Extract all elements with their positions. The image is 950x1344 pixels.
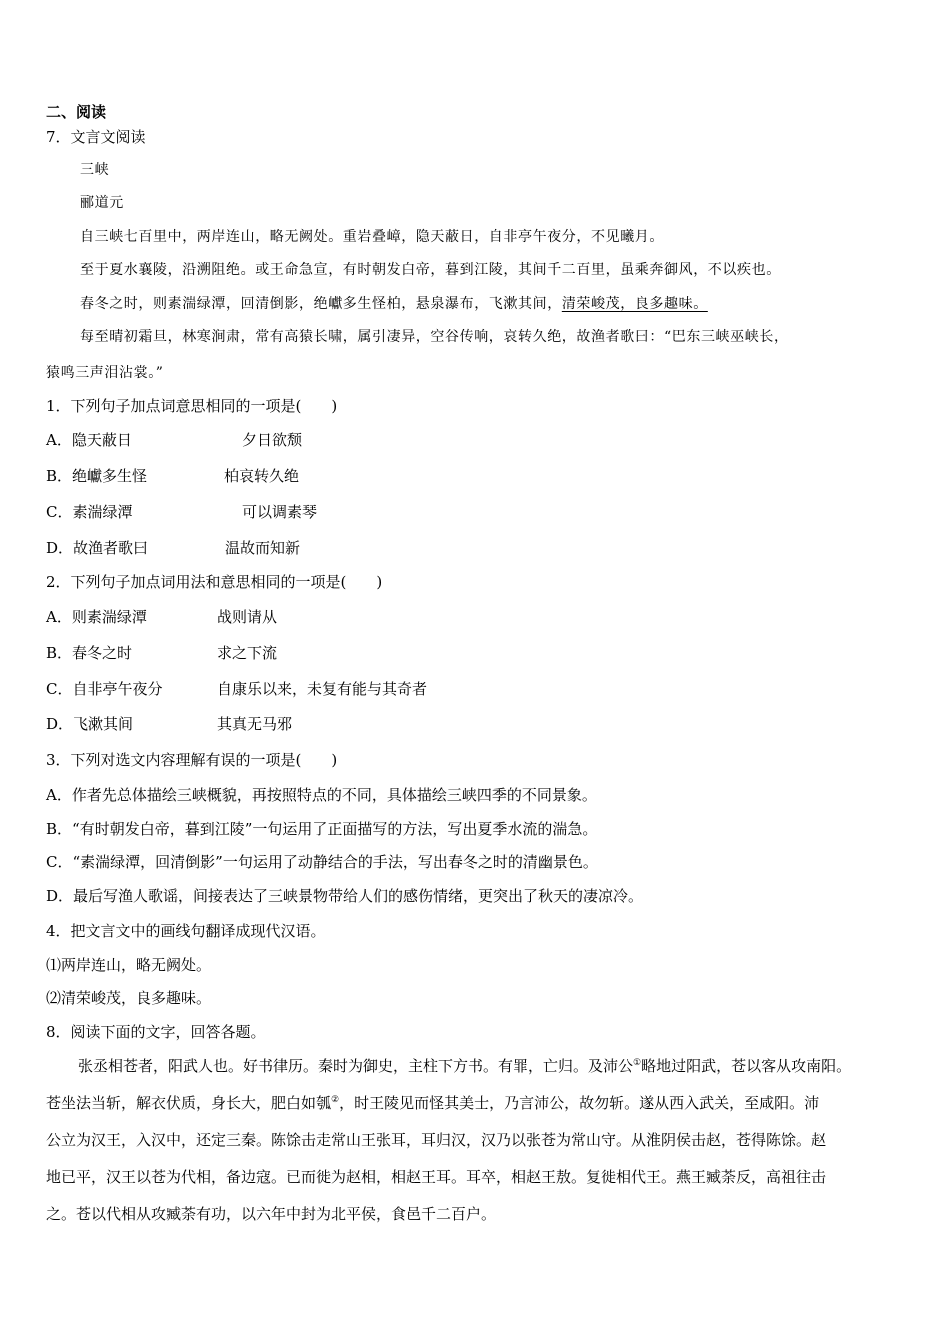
underlined-sentence: 清荣峻茂，良多趣味。 [561, 296, 708, 312]
sub1-option-d: D．故渔者歌曰 [46, 539, 149, 557]
sub1-option-c: C．素湍绿潭 [46, 503, 133, 521]
q8-text-line-5: 之。苍以代相从攻臧荼有功，以六年中封为北平侯，食邑千二百户。 [46, 1205, 497, 1223]
q8-text: 张丞相苍者，阳武人也。好书律历。秦时为御史，主柱下方书。有罪，亡归。及沛公 [78, 1057, 634, 1075]
sub4-item-1: ⑴两岸连山，略无阙处。 [46, 956, 212, 974]
sub-question-2-stem: 2．下列句子加点词用法和意思相同的一项是( ) [46, 573, 383, 591]
sub1-option-a-compare: 夕日欲颓 [242, 431, 303, 449]
sub2-option-a: A．则素湍绿潭 [46, 608, 147, 626]
q8-text-line-3: 公立为汉王，入汉中，还定三秦。陈馀击走常山王张耳，耳归汉，汉乃以张苍为常山守。从淮阴侯击赵，苍得陈馀。赵 [46, 1131, 827, 1149]
sub1-option-a: A．隐天蔽日 [46, 431, 132, 449]
passage-author: 郦道元 [80, 195, 124, 211]
sub3-option-d: D．最后写渔人歌谣，间接表达了三峡景物带给人们的感伤情绪，更突出了秋天的凄凉冷。 [46, 887, 644, 905]
q8-text: ，时王陵见而怪其美士，乃言沛公，故勿斩。遂从西入武关，至咸阳。沛 [339, 1094, 820, 1112]
footnote-marker-2: ② [331, 1095, 340, 1105]
sub1-option-c-compare: 可以调素琴 [242, 503, 318, 521]
question-8-title: 8．阅读下面的文字，回答各题。 [46, 1023, 266, 1041]
passage-paragraph-4-line-1: 每至晴初霜旦，林寒涧肃，常有高猿长啸，属引凄异，空谷传响，哀转久绝，故渔者歌曰：“巴东三峡巫峡长， [80, 329, 789, 345]
passage-title: 三峡 [80, 162, 110, 178]
sub3-option-b: B．“有时朝发白帝，暮到江陵”一句运用了正面描写的方法，写出夏季水流的湍急。 [46, 820, 598, 838]
sub2-option-d-compare: 其真无马邪 [217, 715, 293, 733]
q8-text-line-4: 地已平，汉王以苍为代相，备边寇。已而徙为赵相，相赵王耳。耳卒，相赵王敖。复徙相代王。燕王臧荼反，高祖往击 [46, 1168, 827, 1186]
passage-paragraph-4-line-2: 猿鸣三声泪沾裳。” [46, 365, 164, 381]
sub1-option-d-compare: 温故而知新 [225, 539, 301, 557]
question-7-title: 7．文言文阅读 [46, 128, 146, 146]
sub2-option-c-compare: 自康乐以来，未复有能与其奇者 [217, 680, 428, 698]
passage-paragraph-1: 自三峡七百里中，两岸连山，略无阙处。重岩叠嶂，隐天蔽日，自非亭午夜分，不见曦月。 [80, 229, 664, 245]
sub2-option-d: D．飞漱其间 [46, 715, 134, 733]
sub-question-1-stem: 1．下列句子加点词意思相同的一项是( ) [46, 397, 338, 415]
q8-text: 略地过阳武，苍以客从攻南阳。 [641, 1057, 852, 1075]
paragraph-3-text: 春冬之时，则素湍绿潭，回清倒影，绝巘多生怪柏，悬泉瀑布，飞漱其间， [80, 296, 562, 312]
section-heading: 二、阅读 [46, 103, 107, 121]
q8-text-line-1 [78, 1056, 851, 1076]
sub3-option-c: C．“素湍绿潭，回清倒影”一句运用了动静结合的手法，写出春冬之时的清幽景色。 [46, 853, 598, 871]
footnote-marker-1: ① [633, 1058, 642, 1068]
sub3-option-a: A．作者先总体描绘三峡概貌，再按照特点的不同，具体描绘三峡四季的不同景象。 [46, 786, 597, 804]
passage-paragraph-3 [80, 294, 708, 314]
q8-text-line-2 [46, 1093, 819, 1113]
sub-question-3-stem: 3．下列对选文内容理解有误的一项是( ) [46, 751, 338, 769]
sub2-option-b-compare: 求之下流 [217, 644, 278, 662]
sub-question-4-stem: 4．把文言文中的画线句翻译成现代汉语。 [46, 922, 326, 940]
q8-text: 苍坐法当斩，解衣伏质，身长大，肥白如瓠 [46, 1094, 332, 1112]
passage-paragraph-2: 至于夏水襄陵，沿溯阻绝。或王命急宣，有时朝发白帝，暮到江陵，其间千二百里，虽乘奔御风，不以疾也。 [80, 262, 781, 278]
sub1-option-b: B．绝巘多生怪 [46, 467, 148, 485]
sub1-option-b-compare: 柏哀转久绝 [224, 467, 300, 485]
sub2-option-b: B．春冬之时 [46, 644, 133, 662]
sub2-option-c: C．自非亭午夜分 [46, 680, 163, 698]
sub2-option-a-compare: 战则请从 [217, 608, 278, 626]
sub4-item-2: ⑵清荣峻茂，良多趣味。 [46, 989, 212, 1007]
